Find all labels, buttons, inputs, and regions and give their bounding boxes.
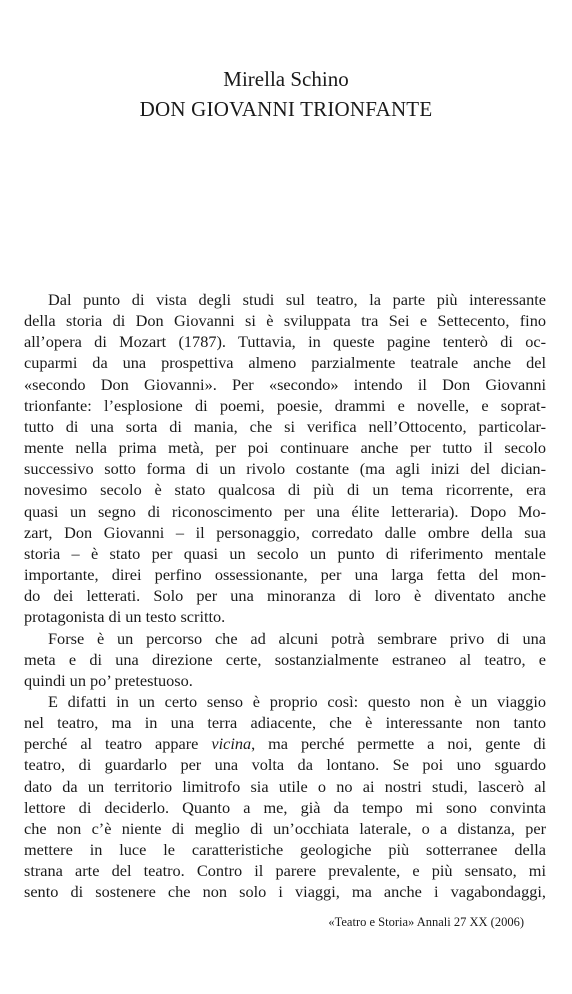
body-line: all’opera di Mozart (1787). Tuttavia, in queste pagine tenterò di oc- bbox=[24, 332, 546, 352]
body-line: protagonista di un testo scritto. bbox=[24, 607, 226, 627]
body-line: strana arte del teatro. Contro il parere prevalente, e più sensato, mi bbox=[24, 861, 546, 881]
article-body bbox=[24, 289, 546, 903]
body-line: dato da un territorio limitrofo sia utile o no ai nostri studi, lascerò al bbox=[24, 776, 546, 796]
body-line: storia – è stato per quasi un secolo un punto di riferimento mentale bbox=[24, 543, 546, 563]
body-line: cuparmi da una prospettiva almeno parzialmente teatrale anche del bbox=[24, 353, 546, 373]
body-line: novesimo secolo è stato qualcosa di più di un tema ricorrente, era bbox=[24, 480, 546, 500]
author-name: Mirella Schino bbox=[223, 67, 349, 91]
body-line: mente nella prima metà, per poi continuare anche per tutto il secolo bbox=[24, 438, 546, 458]
body-line: zart, Don Giovanni – il personaggio, corredato dalle ombre della sua bbox=[24, 522, 546, 542]
body-line: importante, direi perfino ossessionante, per una larga fetta del mon- bbox=[24, 565, 546, 585]
body-line: quasi un segno di riconoscimento per una élite letteraria). Dopo Mo- bbox=[24, 501, 546, 521]
body-line: della storia di Don Giovanni si è sviluppata tra Sei e Settecento, fino bbox=[24, 311, 546, 331]
article-title: DON GIOVANNI TRIONFANTE bbox=[139, 97, 433, 121]
article-header bbox=[0, 64, 572, 124]
body-line: nel teatro, ma in una terra adiacente, che è interessante non tanto bbox=[24, 713, 546, 733]
body-line: «secondo Don Giovanni». Per «secondo» intendo il Don Giovanni bbox=[24, 374, 546, 394]
body-line-with-italic bbox=[24, 733, 546, 754]
text-segment: , ma perché permette a noi, gente di bbox=[251, 734, 547, 754]
body-line: successivo sotto forma di un rivolo costante (ma agli inizi del dician- bbox=[24, 459, 546, 479]
body-line: mettere in luce le caratteristiche geologiche più sotterranee della bbox=[24, 840, 546, 860]
body-line: Forse è un percorso che ad alcuni potrà sembrare privo di una bbox=[48, 628, 546, 648]
italic-word: vicina bbox=[211, 734, 252, 754]
body-line: Dal punto di vista degli studi sul teatro, la parte più interessante bbox=[48, 290, 546, 309]
body-line: do dei letterati. Solo per una minoranza di loro è diventato anche bbox=[24, 586, 546, 606]
text-segment: perché al teatro appare bbox=[24, 734, 212, 754]
body-line: meta e di una direzione certe, sostanzialmente estraneo al teatro, e bbox=[24, 649, 546, 669]
body-line: che non c’è niente di meglio di un’occhiata laterale, o a distanza, per bbox=[24, 818, 546, 838]
body-line: quindi un po’ pretestuoso. bbox=[24, 670, 193, 690]
body-line: E difatti in un certo senso è proprio così: questo non è un viaggio bbox=[48, 691, 546, 711]
body-line: tutto di una sorta di mania, che si verifica nell’Ottocento, particolar- bbox=[24, 416, 546, 436]
journal-citation: «Teatro e Storia» Annali 27 XX (2006) bbox=[328, 915, 524, 929]
body-line: lettore di deciderlo. Quanto a me, già da tempo mi sono convinta bbox=[24, 797, 546, 817]
body-line: sento di sostenere che non solo i viaggi, ma anche i vagabondaggi, bbox=[24, 882, 546, 902]
body-line: teatro, di guardarlo per una volta da lontano. Se poi uno sguardo bbox=[24, 755, 546, 775]
body-line: trionfante: l’esplosione di poemi, poesie, drammi e novelle, e soprat- bbox=[24, 395, 546, 415]
